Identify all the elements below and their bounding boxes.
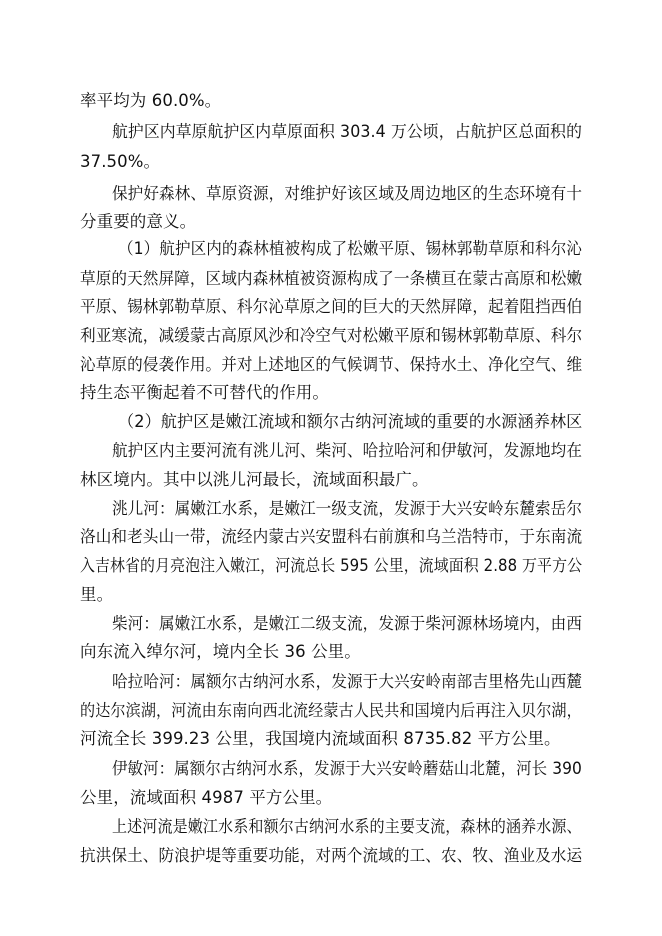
text-line: 伊敏河：属额尔古纳河水系，发源于大兴安岭蘑菇山北麓，河长 390 [112,759,582,778]
text-line: 洮儿河：属嫩江水系，是嫩江一级支流，发源于大兴安岭东麓索岳尔 [112,499,583,518]
text-line: 率平均为 60.0%。 [80,91,222,110]
text-line: 的达尔滨湖，河流由东南向西北流经蒙古人民共和国境内后再注入贝尔湖， [80,701,582,720]
text-line: 哈拉哈河：属额尔古纳河水系，发源于大兴安岭南部吉里格先山西麓 [112,672,583,691]
text-line: 航护区内草原航护区内草原面积 303.4 万公顷，占航护区总面积的 [112,122,583,141]
text-line: 上述河流是嫩江水系和额尔古纳河水系的主要支流，森林的涵养水源、 [112,817,582,836]
text-line: 河流全长 399.23 公里，我国境内流域面积 8735.82 平方公里。 [80,729,561,748]
text-line: 洛山和老头山一带，流经内蒙古兴安盟科右前旗和乌兰浩特市，于东南流 [80,527,583,546]
text-line: 抗洪保土、防浪护堤等重要功能，对两个流域的工、农、牧、渔业及水运 [80,846,583,865]
text-line: 利亚寒流，减缓蒙古高原风沙和冷空气对松嫩平原和锡林郭勒草原、科尔 [80,326,583,345]
text-line: 持生态平衡起着不可替代的作用。 [80,383,329,402]
text-line: 柴河：属嫩江水系，是嫩江二级支流，发源于柴河源林场境内，由西 [112,614,583,633]
section-heading: （2）航护区是嫩江流域和额尔古纳河流域的重要的水源涵养林区 [118,412,583,431]
text-line: （1）航护区内的森林植被构成了松嫩平原、锡林郭勒草原和科尔沁 [118,239,583,258]
text-line: 入吉林省的月亮泡注入嫩江，河流总长 595 公里，流域面积 2.88 万平方公 [80,556,583,575]
text-line: 向东流入绰尔河，境内全长 36 公里。 [80,642,361,661]
text-line: 平原、锡林郭勒草原、科尔沁草原之间的巨大的天然屏障，起着阻挡西伯 [80,297,583,316]
text-line: 林区境内。其中以洮儿河最长，流域面积最广。 [80,470,429,489]
text-line: 草原的天然屏障，区域内森林植被资源构成了一条横亘在蒙古高原和松嫩 [80,269,583,288]
text-line: 保护好森林、草原资源，对维护好该区域及周边地区的生态环境有十 [112,184,583,203]
text-line: 37.50%。 [80,152,161,171]
text-line: 公里，流域面积 4987 平方公里。 [80,788,333,807]
text-line: 里。 [80,585,114,604]
text-line: 航护区内主要河流有洮儿河、柴河、哈拉哈河和伊敏河，发源地均在 [112,441,583,460]
text-line: 分重要的意义。 [80,212,197,231]
text-line: 沁草原的侵袭作用。并对上述地区的气候调节、保持水土、净化空气、维 [80,355,583,374]
